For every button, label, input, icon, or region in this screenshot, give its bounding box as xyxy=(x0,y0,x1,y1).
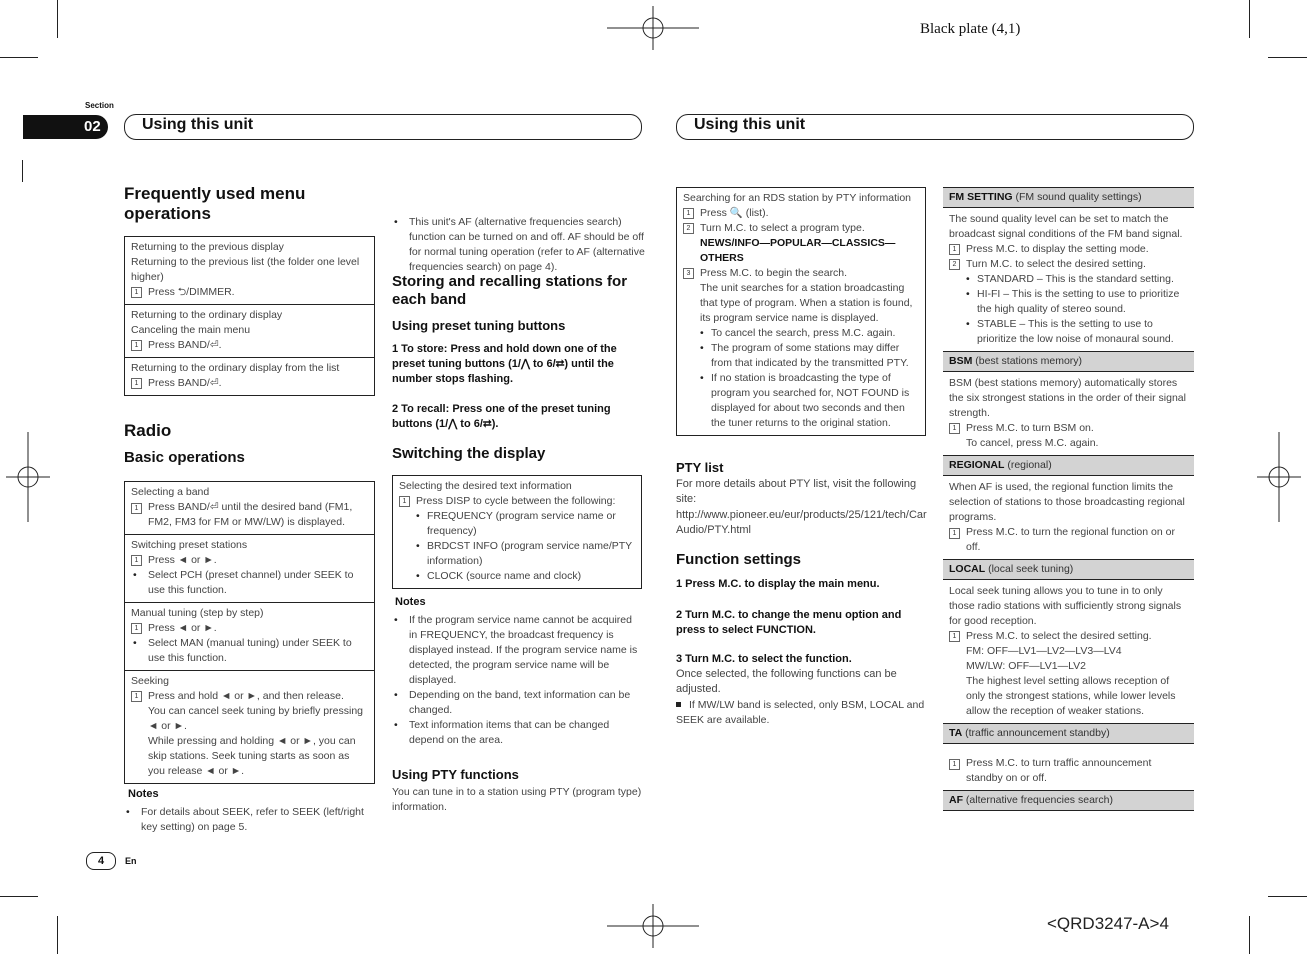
step-recall: 2 To recall: Press one of the preset tuning buttons (1/⋀ to 6/⮂). xyxy=(392,403,611,430)
func-step-3-text: Once selected, the following functions can be adjusted. xyxy=(676,668,897,695)
section-number: 02 xyxy=(84,118,101,135)
func-step-3: 3 Turn M.C. to select the function. xyxy=(676,653,852,665)
bsm-header: BSM (best stations memory) xyxy=(943,351,1194,372)
pty-url: http://www.pioneer.eu/eur/products/25/121/tech/CarAudio/PTY.html xyxy=(676,509,927,536)
heading-preset-buttons: Using preset tuning buttons xyxy=(392,318,566,333)
table-row: Returning to the ordinary display Canceling the main menu 1 Press BAND/⏎. xyxy=(125,304,374,357)
registration-target xyxy=(6,432,50,522)
switch-display-table xyxy=(392,475,642,589)
local-header: LOCAL (local seek tuning) xyxy=(943,559,1194,580)
crop-mark xyxy=(1268,896,1307,897)
heading-pty-list: PTY list xyxy=(676,460,724,475)
registration-target xyxy=(1257,432,1301,522)
crop-mark xyxy=(0,57,38,58)
crop-mark xyxy=(57,916,58,954)
page-number-badge xyxy=(86,852,116,870)
crop-mark xyxy=(1249,916,1250,954)
notes-item: • For details about SEEK, refer to SEEK (left/right key setting) on page 5. xyxy=(124,805,381,835)
func-step-2: 2 Turn M.C. to change the menu option and press to select FUNCTION. xyxy=(676,609,902,636)
regional-body: When AF is used, the regional function limits the selection of stations to those broadcasting regional programs. 1 Press M.C. to turn the regional function on or off. xyxy=(949,481,1185,553)
af-note: • This unit's AF (alternative frequencies search) function can be turned on and off. AF should be off for normal tuning operation (refer to AF (alternative frequencies search) on page 4). xyxy=(392,215,659,275)
fm-setting-body: The sound quality level can be set to match the broadcast signal conditions of the FM band signal. 1 Press M.C. to display the setting mode. 2 Turn M.C. to select the desired setting. • STANDARD – This is the standard setting. • HI-FI – This is the setting to use to prioritize the high quality of stereo sound. • STABLE – This is the setting to use to prioritize the low noise of monaural sound. xyxy=(943,208,1194,351)
language-label: En xyxy=(125,856,137,866)
crop-mark xyxy=(0,896,38,897)
rds-search-table xyxy=(676,187,926,436)
pty-list-text: For more details about PTY list, visit the following site: xyxy=(676,478,917,505)
table-row: Returning to the ordinary display from the list 1 Press BAND/⏎. xyxy=(125,357,374,395)
bsm-body: BSM (best stations memory) automatically stores the six strongest stations in the order of their signal strength. 1 Press M.C. to turn BSM on. To cancel, press M.C. again. xyxy=(949,377,1186,449)
section-label: Section xyxy=(85,101,114,110)
heading-pty-functions: Using PTY functions xyxy=(392,767,519,782)
notes-item: • Text information items that can be changed depend on the area. xyxy=(392,718,642,748)
section-badge xyxy=(23,115,108,139)
notes-list xyxy=(392,613,642,748)
table-row: Selecting the desired text information 1 Press DISP to cycle between the following: • FREQUENCY (program service name or frequency) • BRDCST INFO (program service name/PTY information) • CLOCK (source name and clock) xyxy=(393,476,641,588)
ta-header: TA (traffic announcement standby) xyxy=(943,723,1194,744)
heading-storing-stations: Storing and recalling stations for each band xyxy=(392,273,628,308)
document-code: <QRD3247-A>4 xyxy=(1047,914,1169,933)
table-row: Selecting a band 1 Press BAND/⏎ until the desired band (FM1, FM2, FM3 for FM or MW/LW) is displayed. xyxy=(131,486,353,528)
table-row: Manual tuning (step by step) 1 Press ◄ or ►. • Select MAN (manual tuning) under SEEK to use this function. xyxy=(125,602,374,670)
func-note: If MW/LW band is selected, only BSM, LOCAL and SEEK are available. xyxy=(676,699,925,726)
ta-body: 1 Press M.C. to turn traffic announcement standby on or off. xyxy=(943,744,1194,790)
heading-radio: Radio xyxy=(124,421,172,440)
crop-mark xyxy=(22,160,23,182)
registration-target xyxy=(607,6,699,50)
heading-function-settings: Function settings xyxy=(676,551,801,568)
function-settings-table xyxy=(943,187,1194,811)
pty-text: You can tune in to a station using PTY (program type) information. xyxy=(392,786,642,813)
table-row: Returning to the previous display Returning to the previous list (the folder one level higher) 1 Press ⮌/DIMMER. xyxy=(131,241,360,298)
local-body: Local seek tuning allows you to tune in to only those radio stations with sufficiently strong signals for good reception. 1 Press M.C. to select the desired setting. FM: OFF—LV1—LV2—LV3—LV4 MW/LW: OFF—LV1—LV2 The highest level setting allows reception of only the strongest stations, while lower levels allow the reception of weaker stations. xyxy=(949,585,1182,717)
basic-operations-table xyxy=(124,481,375,784)
heading-frequent-menu: Frequently used menu operations xyxy=(124,184,306,223)
crop-mark xyxy=(1268,57,1307,58)
table-row: Seeking 1 Press and hold ◄ or ►, and then release. You can cancel seek tuning by briefly pressing ◄ or ►. While pressing and holding ◄ or ►, you can skip stations. Seek tuning starts as soon as you release ◄ or ►. xyxy=(125,670,374,783)
af-header: AF (alternative frequencies search) xyxy=(943,790,1194,811)
crop-mark xyxy=(1249,0,1250,38)
crop-mark xyxy=(57,0,58,38)
heading-switching-display: Switching the display xyxy=(392,445,546,462)
registration-target xyxy=(607,904,699,948)
step-store: 1 To store: Press and hold down one of the preset tuning buttons (1/⋀ to 6/⮂) until the number stops flashing. xyxy=(392,343,617,385)
notes-heading: Notes xyxy=(128,788,159,800)
func-step-1: 1 Press M.C. to display the main menu. xyxy=(676,578,880,590)
regional-header: REGIONAL (regional) xyxy=(943,455,1194,476)
fm-setting-header: FM SETTING (FM sound quality settings) xyxy=(943,187,1194,208)
notes-heading: Notes xyxy=(395,596,426,608)
menu-operations-table xyxy=(124,236,375,396)
section-title-right: Using this unit xyxy=(676,114,1194,140)
section-title-left: Using this unit xyxy=(124,114,642,140)
notes-item: • If the program service name cannot be acquired in FREQUENCY, the broadcast frequency is displayed instead. If the program service name is detected, the program service name will be displayed. xyxy=(392,613,642,688)
notes-item: • Depending on the band, text information can be changed. xyxy=(392,688,642,718)
heading-basic-operations: Basic operations xyxy=(124,449,245,466)
table-row: Searching for an RDS station by PTY information 1 Press 🔍 (list). 2 Turn M.C. to select a program type. NEWS/INFO—POPULAR—CLASSICS—OTHERS 3 Press M.C. to begin the search. The unit searches for a station broadcasting that type of program. When a station is found, its program service name is displayed. • To cancel the search, press M.C. again. • The program of some stations may differ from that indicated by the transmitted PTY. • If no station is broadcasting the type of program you searched for, NOT FOUND is displayed for about two seconds and then the tuner returns to the original station. xyxy=(677,188,925,435)
page-number: 4 xyxy=(97,855,105,867)
table-row: Switching preset stations 1 Press ◄ or ►. • Select PCH (preset channel) under SEEK to use this function. xyxy=(125,534,374,602)
plate-label: Black plate (4,1) xyxy=(920,21,1021,37)
